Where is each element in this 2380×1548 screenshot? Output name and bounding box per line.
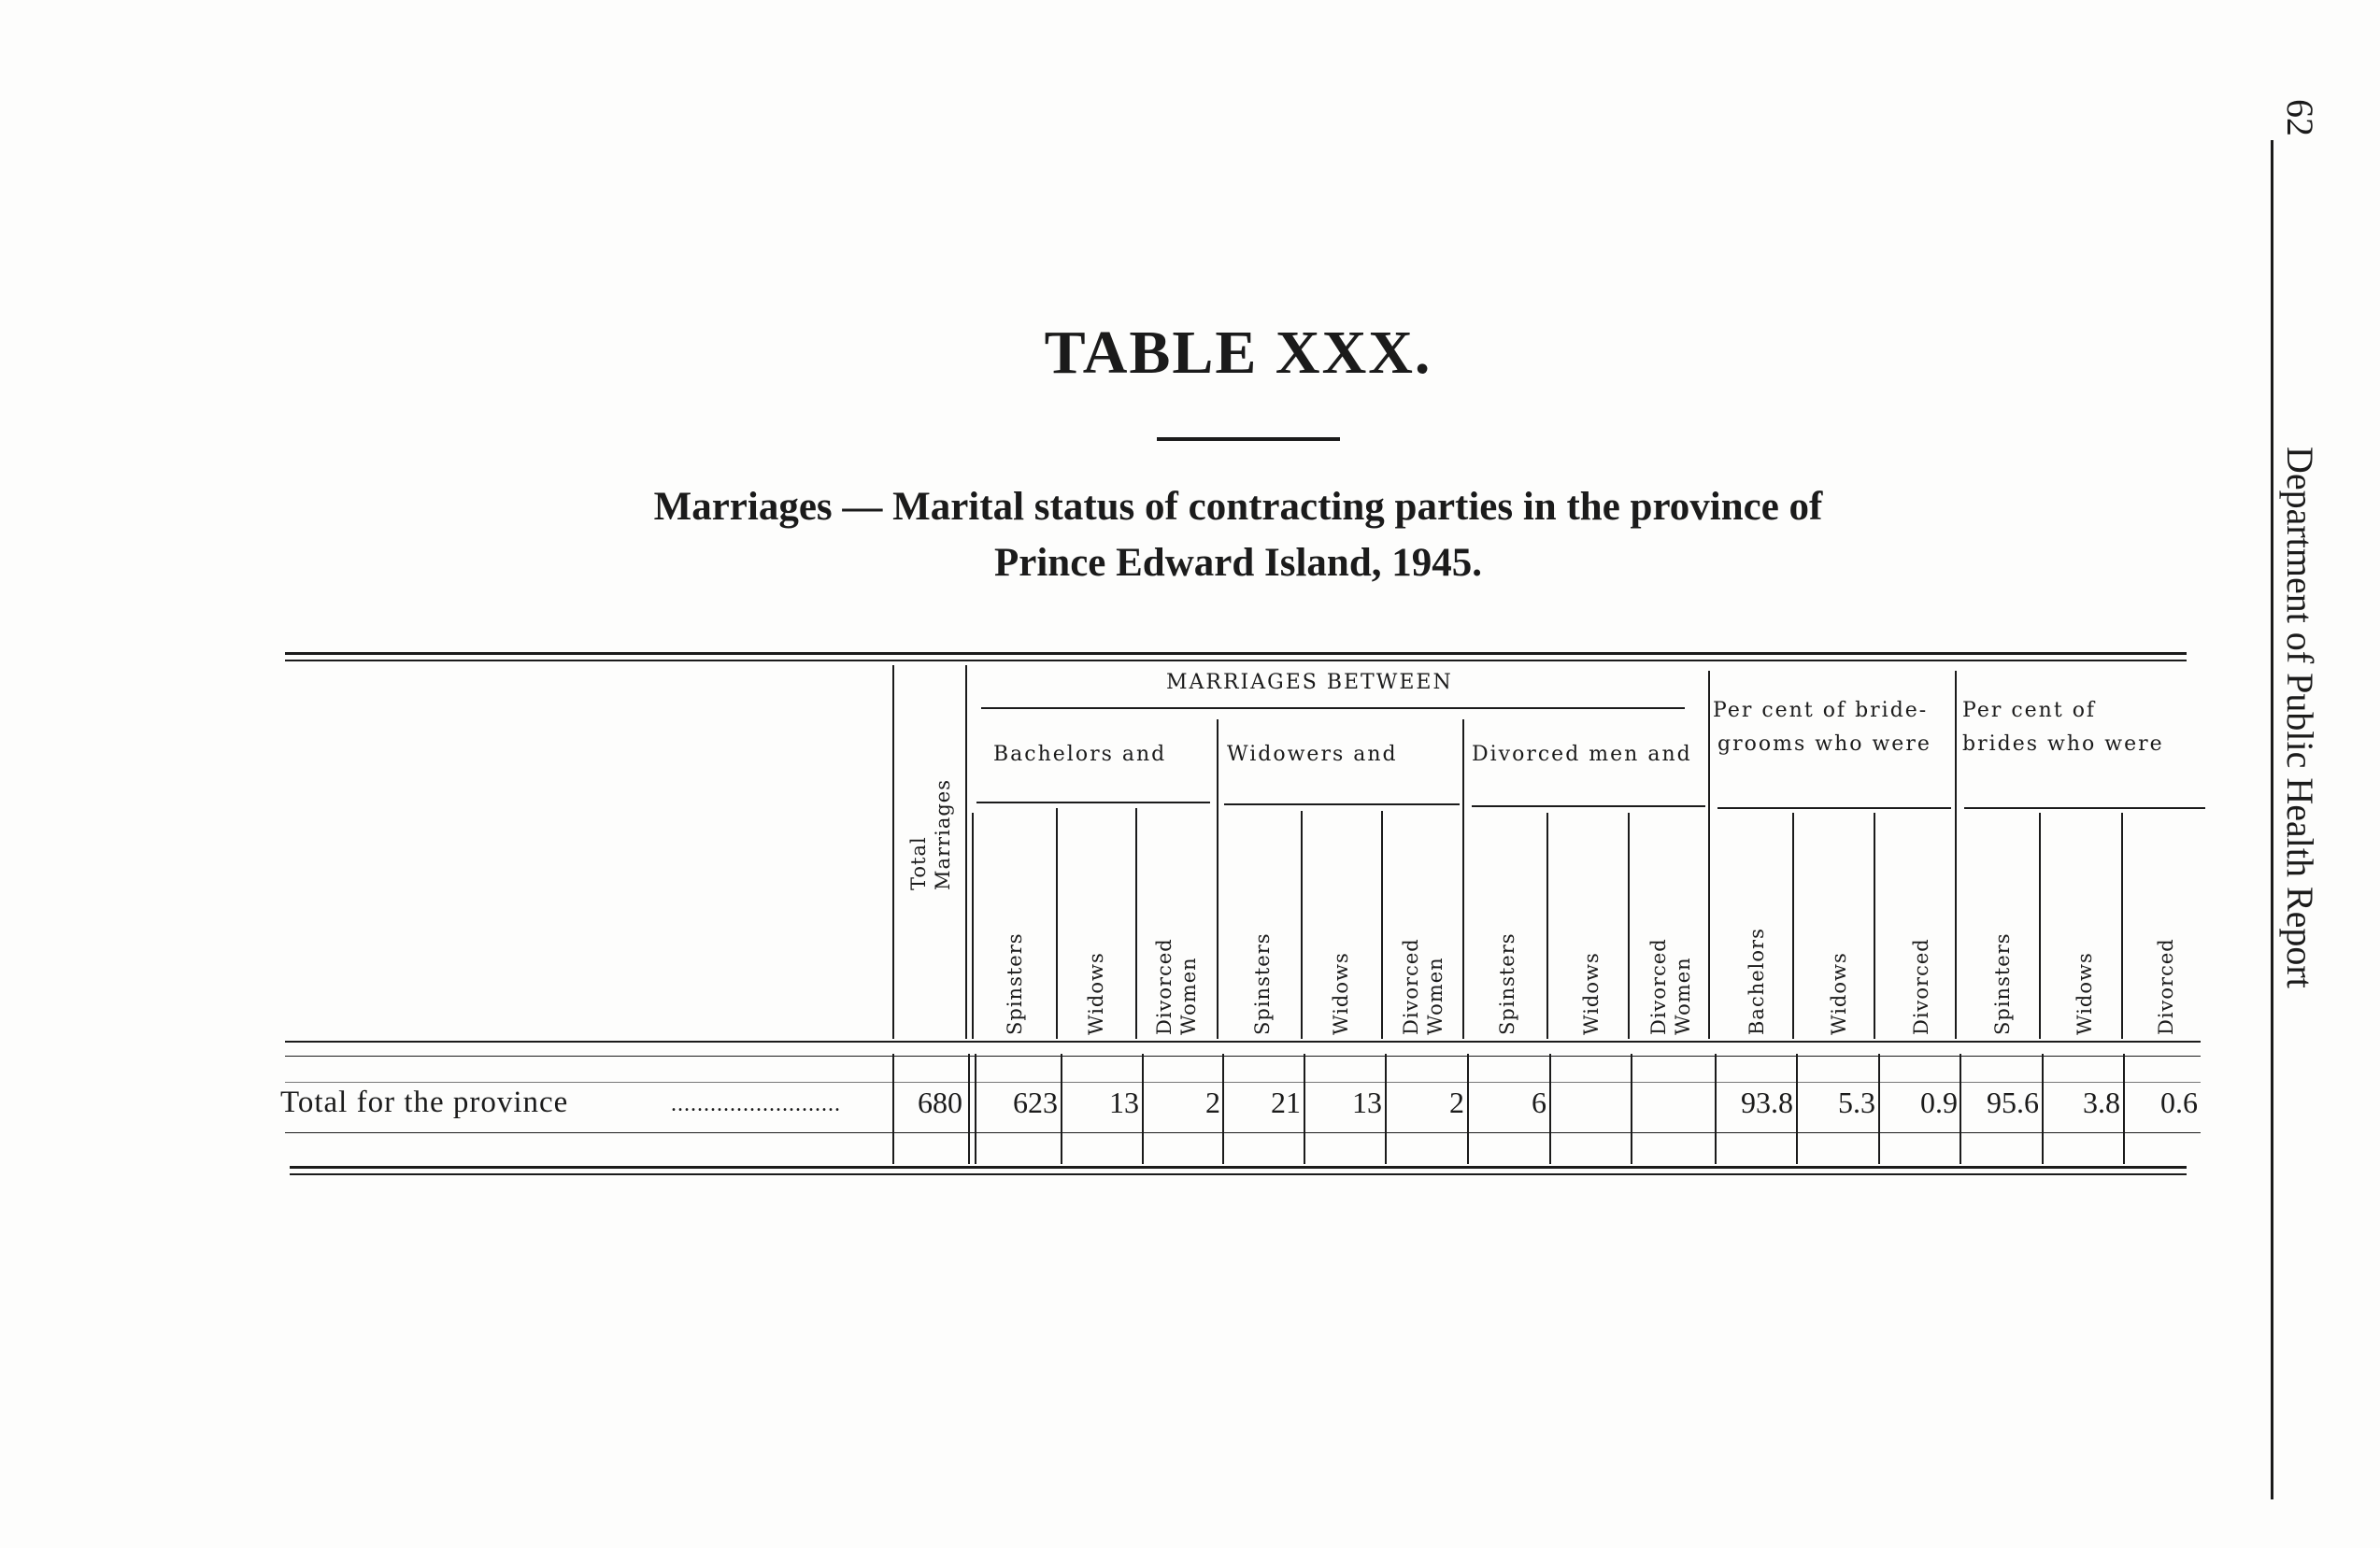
cell-pct-grooms-widows: 5.3 <box>1838 1086 1875 1119</box>
header-bottom-rule <box>285 1041 2201 1043</box>
total-marriages-header-line1: Total <box>907 836 930 890</box>
header-bottom-rule-2 <box>285 1056 2201 1057</box>
total-marriages-header <box>906 779 955 890</box>
col-header-pct-grooms-divorced: Divorced <box>1910 938 1932 1035</box>
bachelors-rule <box>976 802 1210 803</box>
marriages-between-header: MARRIAGES BETWEEN <box>1166 671 1453 694</box>
body-col-rule <box>892 1054 894 1164</box>
col-header-bachelors-spinsters: Spinsters <box>1004 932 1026 1035</box>
col-rule <box>1301 811 1303 1039</box>
table-subtitle-line2: Prince Edward Island, 1945. <box>993 541 1483 585</box>
title-underline <box>1157 437 1340 441</box>
table-bottom-rule <box>290 1166 2187 1169</box>
cell-pct-brides-divorced: 0.6 <box>2160 1086 2198 1119</box>
group-header-pct-grooms-2: grooms who were <box>1717 732 1931 756</box>
group-header-pct-brides-2: brides who were <box>1962 732 2164 756</box>
col-header-widowers-divorced-women: Divorced Women <box>1400 938 1447 1035</box>
col-rule <box>1628 813 1630 1039</box>
col-rule <box>892 665 894 1039</box>
margin-rule <box>2271 140 2273 1499</box>
col-rule <box>1874 813 1875 1039</box>
pct-grooms-rule <box>1717 807 1951 809</box>
cell-bachelors-spinsters: 623 <box>1013 1086 1058 1119</box>
col-rule <box>2039 813 2041 1039</box>
col-header-pct-grooms-bachelors: Bachelors <box>1746 928 1768 1035</box>
col-header-pct-brides-divorced: Divorced <box>2155 938 2177 1035</box>
cell-widowers-spinsters: 21 <box>1271 1086 1301 1119</box>
table-subtitle-line1: Marriages — Marital status of contracting parties in the province of <box>653 485 1823 529</box>
cell-widowers-widows: 13 <box>1352 1086 1382 1119</box>
cell-pct-brides-widows: 3.8 <box>2083 1086 2120 1119</box>
group-header-pct-brides-1: Per cent of <box>1962 699 2097 722</box>
row-leader-dots: .......................... <box>671 1092 841 1116</box>
col-header-bachelors-widows: Widows <box>1085 952 1107 1035</box>
cell-divorced-divorced-women <box>1632 1084 1712 1121</box>
col-rule <box>965 665 967 1039</box>
col-header-bachelors-divorced-women: Divorced Women <box>1153 938 1200 1035</box>
group-header-divorced-men: Divorced men and <box>1472 743 1692 766</box>
col-header-divorced-divorced-women: Divorced Women <box>1647 938 1694 1035</box>
cell-pct-grooms-divorced: 0.9 <box>1920 1086 1958 1119</box>
row-label: Total for the province <box>280 1086 569 1119</box>
col-rule <box>2121 813 2123 1039</box>
row-bottom-rule <box>285 1132 2201 1133</box>
pct-brides-rule <box>1964 807 2205 809</box>
col-rule <box>1546 813 1548 1039</box>
table-title: TABLE XXX. <box>1044 319 1432 387</box>
table-top-rule <box>285 652 2187 655</box>
cell-divorced-widows <box>1551 1084 1628 1121</box>
col-header-widowers-spinsters: Spinsters <box>1251 932 1274 1035</box>
col-rule <box>1381 811 1383 1039</box>
group-header-bachelors: Bachelors and <box>993 743 1167 766</box>
col-header-pct-brides-widows: Widows <box>2074 952 2096 1035</box>
cell-divorced-spinsters: 6 <box>1532 1086 1546 1119</box>
col-rule <box>1135 808 1137 1039</box>
running-head: Department of Public Health Report <box>2279 447 2321 988</box>
table-bottom-rule-2 <box>290 1173 2187 1175</box>
group-header-widowers: Widowers and <box>1227 743 1398 766</box>
divorced-men-rule <box>1472 805 1705 807</box>
cell-pct-grooms-bachelors: 93.8 <box>1741 1086 1793 1119</box>
col-rule <box>1217 719 1219 1039</box>
widowers-rule <box>1224 803 1460 805</box>
marriages-between-rule <box>981 707 1685 709</box>
body-col-rule <box>968 1054 970 1164</box>
cell-total: 680 <box>918 1086 962 1119</box>
cell-bachelors-divorced-women: 2 <box>1205 1086 1220 1119</box>
col-rule <box>1462 719 1464 1039</box>
table-top-rule-inner <box>285 660 2187 661</box>
col-rule <box>1792 813 1794 1039</box>
total-marriages-header-line2: Marriages <box>932 779 954 890</box>
col-header-divorced-widows: Widows <box>1580 952 1603 1035</box>
body-col-rule <box>975 1054 976 1164</box>
col-rule <box>1955 671 1957 1039</box>
cell-widowers-divorced-women: 2 <box>1449 1086 1464 1119</box>
row-top-rule <box>285 1082 2201 1083</box>
page-number: 62 <box>2279 99 2321 136</box>
col-rule <box>1708 671 1710 1039</box>
col-rule <box>1056 808 1058 1039</box>
col-header-widowers-widows: Widows <box>1330 952 1352 1035</box>
col-header-pct-brides-spinsters: Spinsters <box>1991 932 2014 1035</box>
col-header-divorced-spinsters: Spinsters <box>1496 932 1518 1035</box>
col-header-pct-grooms-widows: Widows <box>1828 952 1850 1035</box>
col-rule <box>972 813 974 1039</box>
cell-pct-brides-spinsters: 95.6 <box>1987 1086 2039 1119</box>
cell-bachelors-widows: 13 <box>1109 1086 1139 1119</box>
group-header-pct-grooms-1: Per cent of bride- <box>1713 699 1929 722</box>
